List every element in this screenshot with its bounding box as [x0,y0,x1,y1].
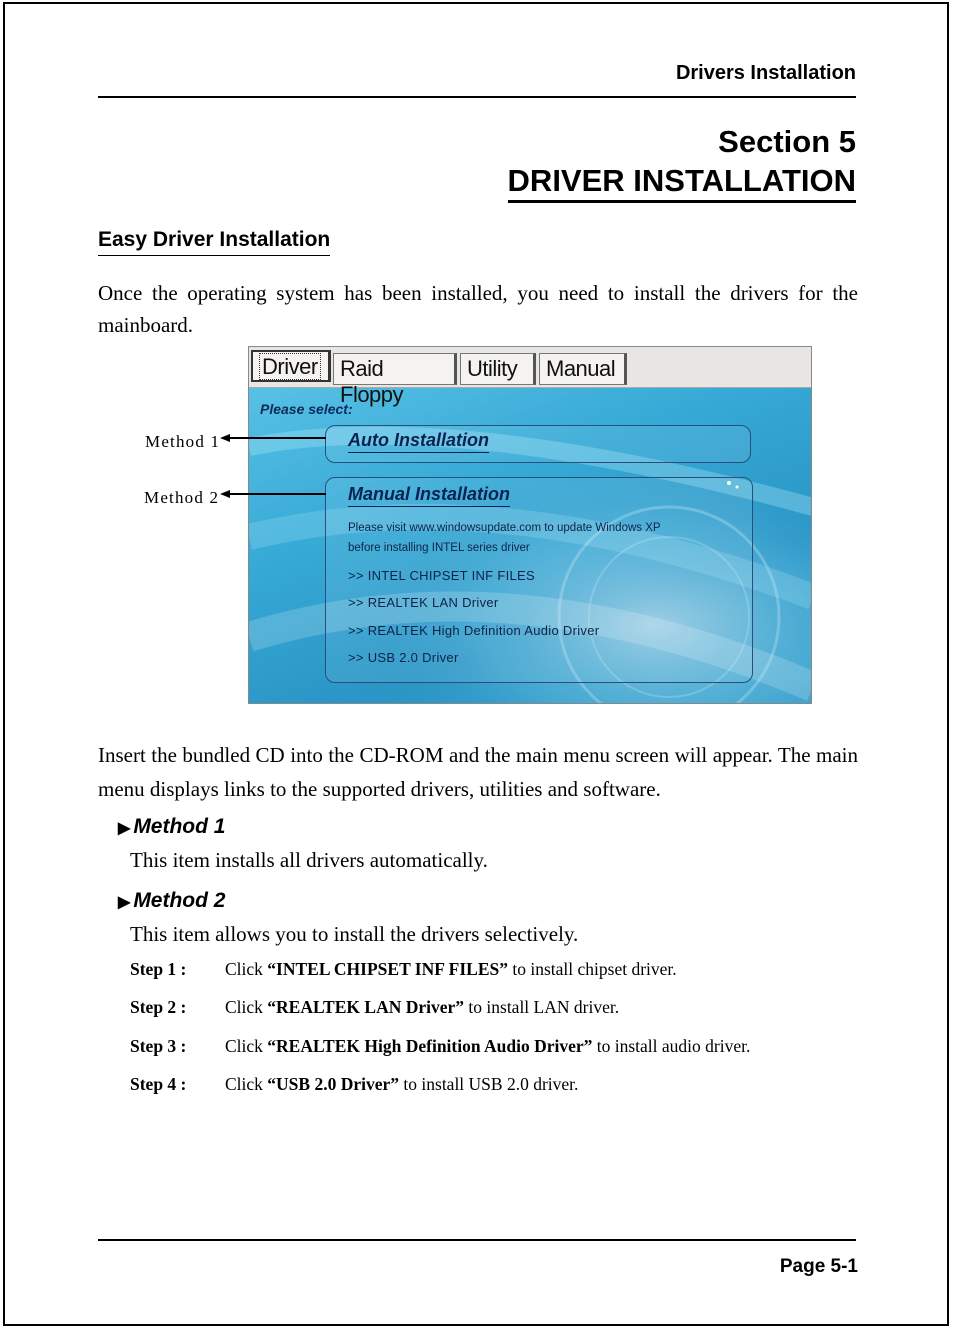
page-number: Page 5-1 [779,1256,858,1277]
link-realtek-lan[interactable]: >> REALTEK LAN Driver [348,595,499,610]
tab-manual[interactable]: Manual [539,353,627,385]
tab-utility[interactable]: Utility [460,353,536,385]
auto-installation-title[interactable]: Auto Installation [348,430,489,453]
driver-menu-screenshot [248,346,812,704]
section-number: Section 5 [718,124,856,159]
callout-arrows [220,432,330,502]
please-select-label: Please select: [260,401,353,417]
method-1-description: This item installs all drivers automatically. [130,848,488,872]
step-4-text: Click “USB 2.0 Driver” to install USB 2.0 driver. [225,1074,579,1094]
body-paragraph: Insert the bundled CD into the CD-ROM and the main menu screen will appear. The main menu displays links to the supported drivers, utilities and software. [98,743,858,801]
header-rule [98,96,856,98]
manual-installation-title: Manual Installation [348,484,510,507]
method-1-heading: ▶ Method 1 [118,815,226,838]
callout-method-1: Method 1 [145,432,221,451]
method-2-heading: ▶ Method 2 [118,889,226,912]
callout-method-2: Method 2 [144,488,220,507]
windows-update-note-2: before installing INTEL series driver [348,542,530,554]
running-header: Drivers Installation [675,62,856,84]
method-2-description: This item allows you to install the drivers selectively. [130,922,579,946]
intro-paragraph: Once the operating system has been installed, you need to install the drivers for the mainboard. [98,281,858,337]
step-2-label: Step 2 : [130,997,187,1017]
tab-raid-floppy[interactable]: Raid Floppy [333,353,457,385]
link-usb-driver[interactable]: >> USB 2.0 Driver [348,650,459,665]
link-intel-chipset[interactable]: >> INTEL CHIPSET INF FILES [348,568,535,583]
link-realtek-audio[interactable]: >> REALTEK High Definition Audio Driver [348,623,600,638]
step-4-label: Step 4 : [130,1074,187,1094]
section-title: DRIVER INSTALLATION [508,162,856,203]
sub-heading: Easy Driver Installation [98,228,330,256]
step-3-text: Click “REALTEK High Definition Audio Driver” to install audio driver. [225,1036,751,1056]
triangle-bullet-icon: ▶ [118,820,131,837]
tab-bar [249,347,811,407]
step-2-text: Click “REALTEK LAN Driver” to install LAN driver. [225,997,620,1017]
tab-driver[interactable]: Driver [251,350,331,382]
manual-installation-box [325,477,753,683]
auto-installation-box[interactable] [325,425,751,463]
step-3-label: Step 3 : [130,1036,187,1056]
step-1-text: Click “INTEL CHIPSET INF FILES” to install chipset driver. [225,959,677,979]
footer-rule [98,1239,856,1241]
step-1-label: Step 1 : [130,959,187,979]
triangle-bullet-icon: ▶ [118,894,131,911]
windows-update-note-1: Please visit www.windowsupdate.com to update Windows XP [348,522,661,534]
